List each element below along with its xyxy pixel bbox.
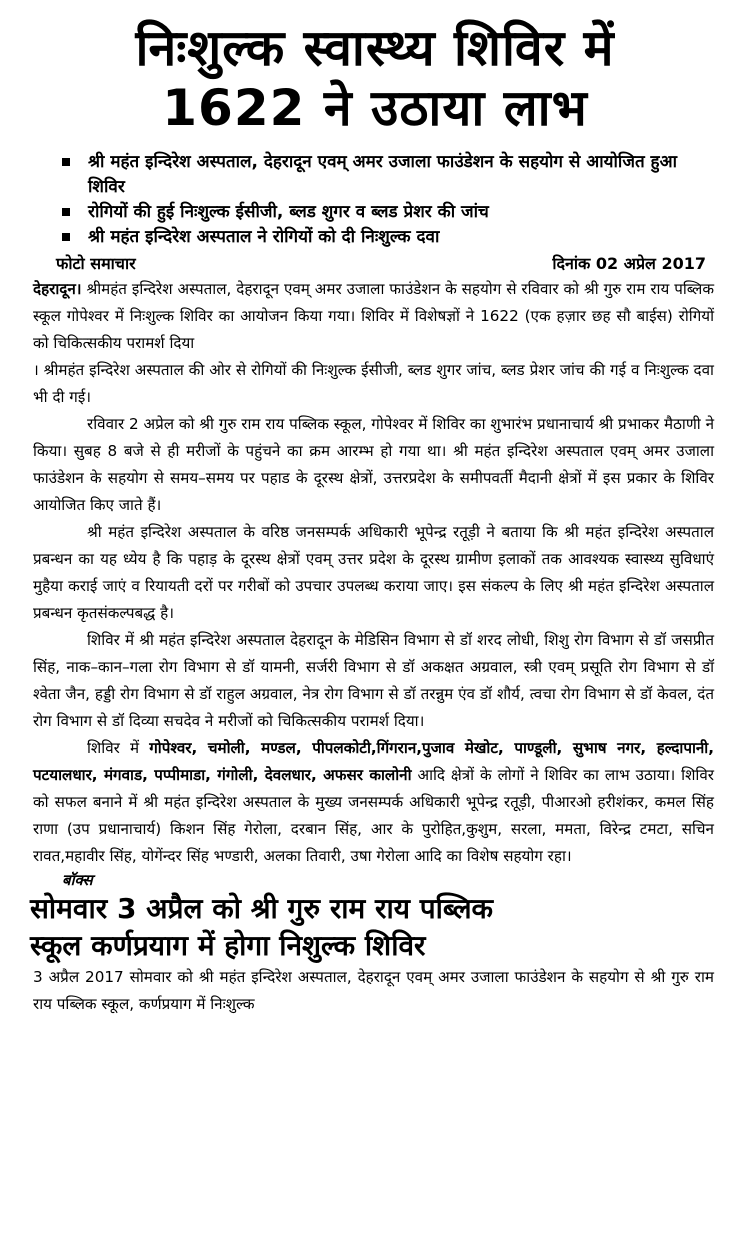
bullet-square-icon [62,158,70,166]
highlight-item: श्री महंत इन्दिरेश अस्पताल ने रोगियों को दी निःशुल्क दवा [62,225,710,250]
dateline: देहरादून। [33,280,82,298]
story-paragraph: शिविर में गोपेश्वर, चमोली, मण्डल, पीपलकोटी,गिंगरान,पुजाव मेखोट, पाण्डूली, सुभाष नगर, हल्दापानी, पटयालधार, मंगवाड, पप्पीमाडा, गंगोली, देवलधार, अफसर कालोनी आदि क्षेत्रों के लोगों ने शिविर का लाभ उठाया। शिविर को सफल बनाने में श्री महंत इन्दिरेश अस्पताल के मुख्य जनसम्पर्क अधिकारी भूपेन्द्र रतूड़ी, पीआरओ हरीशंकर, कमल सिंह राणा (उप प्रधानाचार्य) किशन सिंह गेरोला, दरबान सिंह, आर के पुरोहित,कुशुम, सरला, ममता, विरेन्द्र टमटा, सचिन रावत,महावीर सिंह, योगेंन्दर सिंह भण्डारी, अलका तिवारी, उषा गेरोला आदि का विशेष सहयोग रहा। [33,739,715,865]
story-date: दिनांक 02 अप्रेल 2017 [552,254,706,273]
story-paragraph: । श्रीमहंत इन्दिरेश अस्पताल की ओर से रोगियों की निःशुल्क ईसीजी, ब्लड शुगर जांच, ब्लड प्रेशर जांच की गई व निःशुल्क दवा भी दी गई। [33,361,714,406]
story-paragraph: शिविर में श्री महंत इन्दिरेश अस्पताल देहरादून के मेडिसिन विभाग से डॉ शरद लोधी, शिशु रोग विभाग से डॉ जसप्रीत सिंह, नाक–कान–गला रोग विभाग से डॉ यामनी, सर्जरी विभाग से डॉ अकक्षत अग्रवाल, स्त्री एवम् प्रसूति रोग विभाग से डॉ श्वेता जैन, हड्डी रोग विभाग से डॉ राहुल अग्रवाल, नेत्र रोग विभाग से डॉ तरन्नुम एंव डॉ शौर्य, त्वचा रोग विभाग से डॉ केवल, दंत रोग विभाग से डॉ दिव्या सचदेव ने मरीजों को चिकित्सकीय परामर्श दिया। [33,631,714,730]
highlights-list [0,150,750,250]
category-label: फोटो समाचार [56,254,136,273]
headline [0,0,750,138]
bullet-square-icon [62,208,70,216]
box-body [0,964,750,1018]
box-headline: सोमवार 3 अप्रैल को श्री गुरु राम राय पब्लिक स्कूल कर्णप्रयाग में होगा निशुल्क शिविर [30,892,494,962]
highlight-item: रोगियों की हुई निःशुल्क ईसीजी, ब्लड शुगर व ब्लड प्रेशर की जांच [62,200,710,225]
highlight-item: श्री महंत इन्दिरेश अस्पताल, देहरादून एवम् अमर उजाला फाउंडेशन के सहयोग से आयोजित हुआ शिविर [62,150,710,200]
headline-line-1: निःशुल्क स्वास्थ्य शिविर में [135,19,615,77]
box-paragraph: 3 अप्रैल 2017 सोमवार को श्री महंत इन्दिरेश अस्पताल, देहरादून एवम् अमर उजाला फाउंडेशन के सहयोग से श्री गुरु राम राय पब्लिक स्कूल, कर्णप्रयाग में निःशुल्क [33,968,714,1013]
places-list: गोपेश्वर, चमोली, मण्डल, पीपलकोटी,गिंगरान,पुजाव मेखोट, पाण्डूली, सुभाष नगर, हल्दापानी, पटयालधार, मंगवाड, पप्पीमाडा, गंगोली, देवलधार, अफसर कालोनी [33,739,715,784]
box-tag: बॉक्स [62,871,93,889]
story-meta [0,252,750,276]
story-paragraph: श्री महंत इन्दिरेश अस्पताल के वरिष्ठ जनसम्पर्क अधिकारी भूपेन्द्र रतूड़ी ने बताया कि श्री महंत इन्दिरेश अस्पताल प्रबन्धन का यह ध्येय है कि पहाड़ के दूरस्थ क्षेत्रों एवम् उत्तर प्रदेश के दूरस्थ ग्रामीण इलाकों तक आवश्यक स्वास्थ्य सुविधाएं मुहैया कराई जाएं व रियायती दरों पर गरीबों को उपचार उपलब्ध कराया जाए। इस संकल्प के लिए श्री महंत इन्दिरेश अस्पताल प्रबन्धन कृतसंकल्पबद्ध है। [33,523,714,622]
story-paragraph: देहरादून। श्रीमहंत इन्दिरेश अस्पताल, देहरादून एवम् अमर उजाला फाउंडेशन के सहयोग से रविवार को श्री गुरु राम राय पब्लिक स्कूल गोपेश्वर में निःशुल्क शिविर का आयोजन किया गया। शिविर में विशेषज्ञों ने 1622 (एक हज़ार छह सौ बाईस) रोगियों को चिकित्सकीय परामर्श दिया [33,280,715,352]
story-body [0,276,750,870]
headline-line-2: 1622 ने उठाया लाभ [162,79,588,137]
story-paragraph: रविवार 2 अप्रेल को श्री गुरु राम राय पब्लिक स्कूल, गोपेश्वर में शिविर का शुभारंभ प्रधानाचार्य श्री प्रभाकर मैठाणी ने किया। सुबह 8 बजे से ही मरीजों के पहुंचने का क्रम आरम्भ हो गया था। श्री महंत इन्दिरेश अस्पताल एवम् अमर उजाला फाउंडेशन के सहयोग से समय–समय पर पहाड के दूरस्थ क्षेत्रों, उत्तरप्रदेश के समीपवर्ती मैदानी क्षेत्रों में इस प्रकार के शिविर आयोजित किए जाते हैं। [33,415,714,514]
bullet-square-icon [62,233,70,241]
